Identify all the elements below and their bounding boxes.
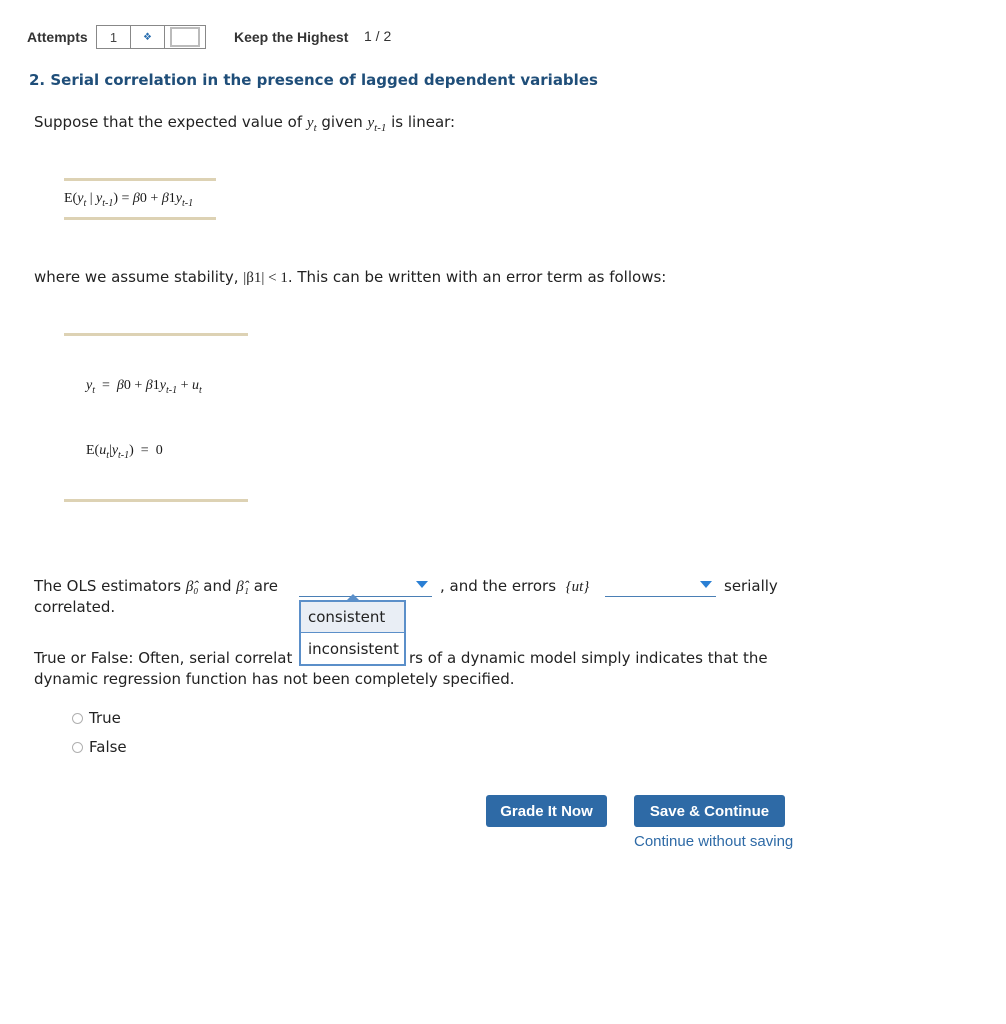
attempt-slot bbox=[165, 26, 205, 48]
attempt-number: 1 bbox=[97, 26, 131, 48]
correlated-text: correlated. bbox=[34, 598, 116, 616]
conditional-expectation-equation: $E(y_t$ | $y_{t-1}) = \beta 0 + \beta 1y_{t-1}$ bbox=[64, 191, 194, 209]
save-and-continue-button[interactable]: Save & Continue bbox=[634, 795, 785, 827]
ols-text-start: The OLS estimators β̂₀ and β̂₁ are bbox=[34, 577, 278, 595]
radio-button[interactable] bbox=[72, 742, 83, 753]
consistency-dropdown-arrow-icon[interactable] bbox=[416, 581, 428, 588]
attempt-stepper-icon[interactable]: ❖ bbox=[131, 26, 165, 48]
consistency-dropdown[interactable] bbox=[299, 577, 432, 597]
equation-rule-top bbox=[64, 178, 216, 181]
grade-it-now-button[interactable]: Grade It Now bbox=[486, 795, 607, 827]
attempt-fraction: 1 / 2 bbox=[364, 28, 392, 44]
attempts-label: Attempts bbox=[27, 29, 88, 45]
continue-without-saving-link[interactable]: Continue without saving bbox=[634, 833, 794, 850]
keep-highest-label: Keep the Highest bbox=[234, 29, 349, 45]
errors-text: , and the errors {ut} bbox=[440, 577, 590, 595]
attempts-selector[interactable] bbox=[96, 25, 206, 49]
true-false-text-line1-end: rs of a dynamic model simply indicates that the bbox=[409, 649, 768, 667]
option-consistent[interactable]: consistent bbox=[301, 602, 404, 633]
error-assumption-equation: $E(u_t|y_{t-1}) = 0$ bbox=[86, 443, 163, 461]
true-false-text-line2: dynamic regression function has not been completely specified. bbox=[34, 670, 515, 688]
serial-correlation-dropdown-arrow-icon[interactable] bbox=[700, 581, 712, 588]
equation-block-rule-bottom bbox=[64, 499, 248, 502]
consistency-options-list[interactable] bbox=[299, 600, 406, 666]
radio-label: True bbox=[89, 709, 121, 727]
model-equation: $y_t = \beta 0 + \beta 1y_{t-1} + u_t$ bbox=[86, 378, 202, 396]
true-false-text-line1-start: True or False: Often, serial correlat bbox=[34, 649, 293, 667]
intro-text: Suppose that the expected value of $y_t$ given $y_{t-1}$ is linear: bbox=[34, 113, 456, 134]
equation-rule-bottom bbox=[64, 217, 216, 220]
radio-option-true[interactable] bbox=[72, 709, 121, 727]
radio-label: False bbox=[89, 738, 127, 756]
equation-block-rule-top bbox=[64, 333, 248, 336]
radio-option-false[interactable] bbox=[72, 738, 127, 756]
option-inconsistent[interactable]: inconsistent bbox=[308, 639, 399, 658]
serially-text: serially bbox=[724, 577, 778, 595]
question-title: 2. Serial correlation in the presence of lagged dependent variables bbox=[29, 71, 598, 89]
stability-text: where we assume stability, |β1| < 1. This can be written with an error term as follows: bbox=[34, 268, 667, 286]
radio-button[interactable] bbox=[72, 713, 83, 724]
